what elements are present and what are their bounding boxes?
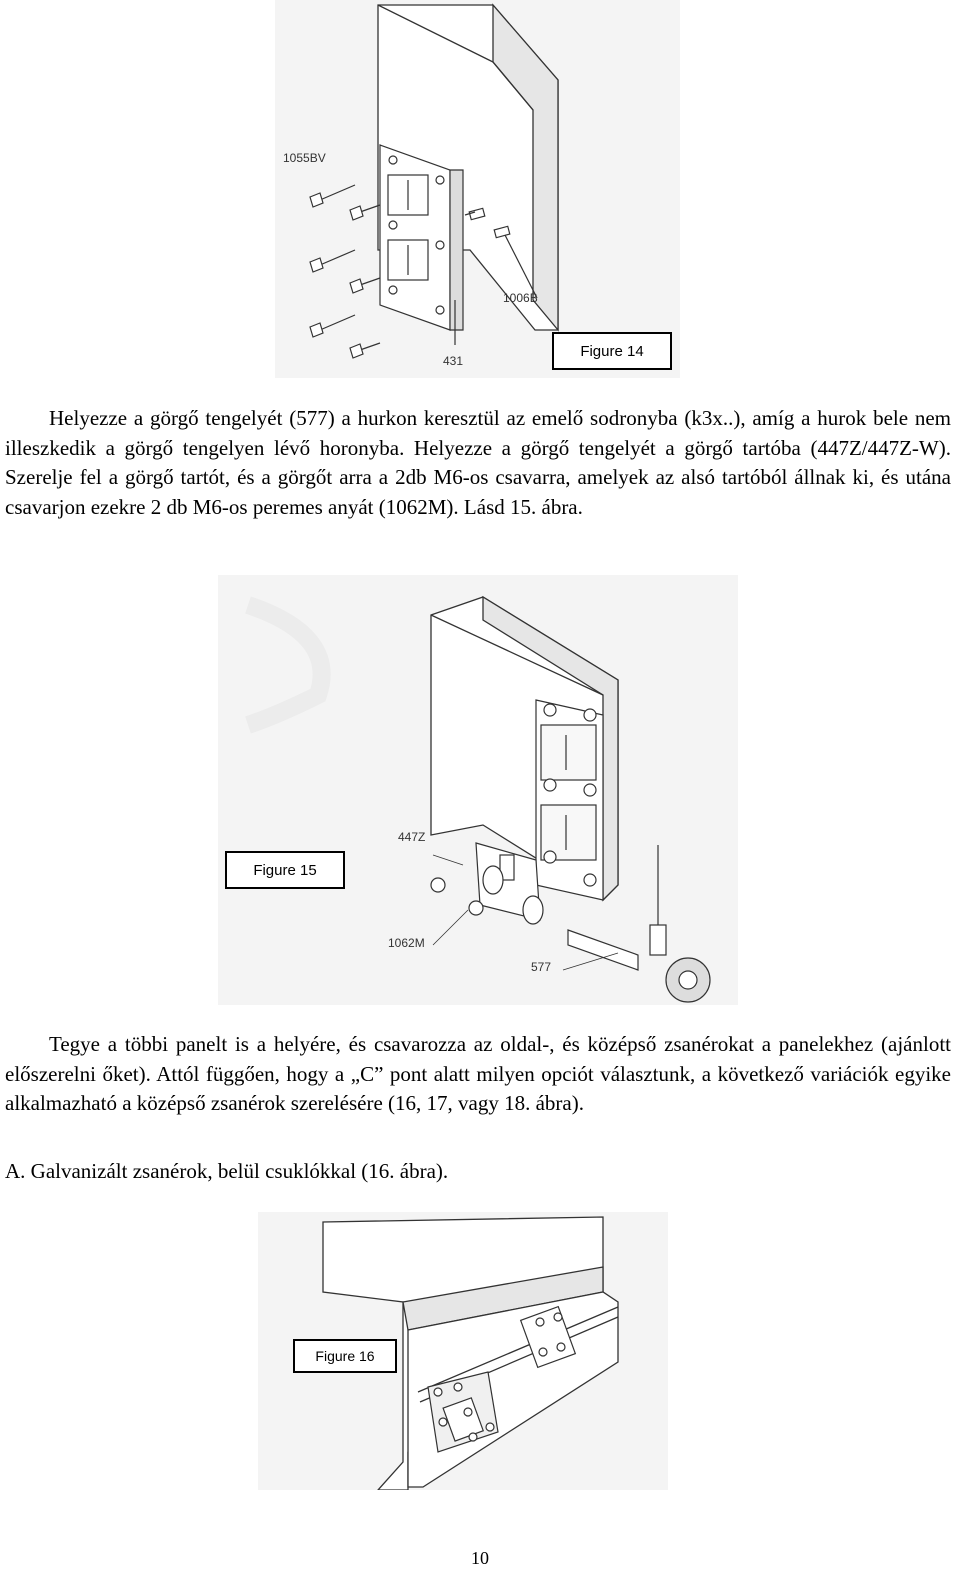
figure-14-caption-box — [553, 333, 671, 369]
paragraph-roller-axle-text: Helyezze a görgő tengelyét (577) a hurkon keresztül az emelő sodronyba (k3x..), amíg a hurok bele nem illeszkedik a görgő tengelyen lévő horonyba. Helyezze a görgő tengelyét a görgő tartóba (447Z/447Z-W). Szerelje fel a görgő tartót, és a görgőt arra a 2db M6-os csavarra, amelyek az alsó tartóból állnak ki, és utána csavarjon ezekre 2 db M6-os peremes anyát (1062M). Lásd 15. ábra. — [5, 406, 951, 519]
figure-16-caption-box — [294, 1340, 396, 1372]
figure-15 — [218, 575, 738, 1005]
figure-14-caption: Figure 14 — [580, 343, 644, 360]
label-577: 577 — [531, 960, 552, 974]
label-1006b: 1006B — [503, 291, 538, 305]
label-1055bv: 1055BV — [283, 151, 326, 165]
bracket-431-drawing — [380, 145, 463, 330]
figure-14 — [275, 0, 680, 378]
label-1062m: 1062M — [388, 936, 425, 950]
section-a-text: A. Galvanizált zsanérok, belül csuklókkal (16. ábra). — [5, 1159, 449, 1183]
section-a-heading — [5, 1157, 951, 1187]
label-447z: 447Z — [398, 830, 426, 844]
figure-16-caption: Figure 16 — [315, 1348, 375, 1364]
figure-16 — [258, 1212, 668, 1490]
figure-15-caption-box — [226, 852, 344, 888]
label-431: 431 — [443, 354, 464, 368]
figure-15-caption: Figure 15 — [253, 862, 317, 879]
paragraph-hinges-text: Tegye a többi panelt is a helyére, és csavarozza az oldal-, és középső zsanérokat a panelekhez (ajánlott előszerelni őket). Attól függően, hogy a „C” pont alatt milyen opciót választunk, a következő variációk egyike alkalmazható a középső zsanérok szerelésére (16, 17, vagy 18. ábra). — [5, 1032, 951, 1115]
paragraph-hinges — [5, 1030, 951, 1119]
page-number: 10 — [471, 1548, 489, 1568]
bracket-drawing-2 — [536, 700, 603, 900]
paragraph-roller-axle — [5, 404, 951, 522]
